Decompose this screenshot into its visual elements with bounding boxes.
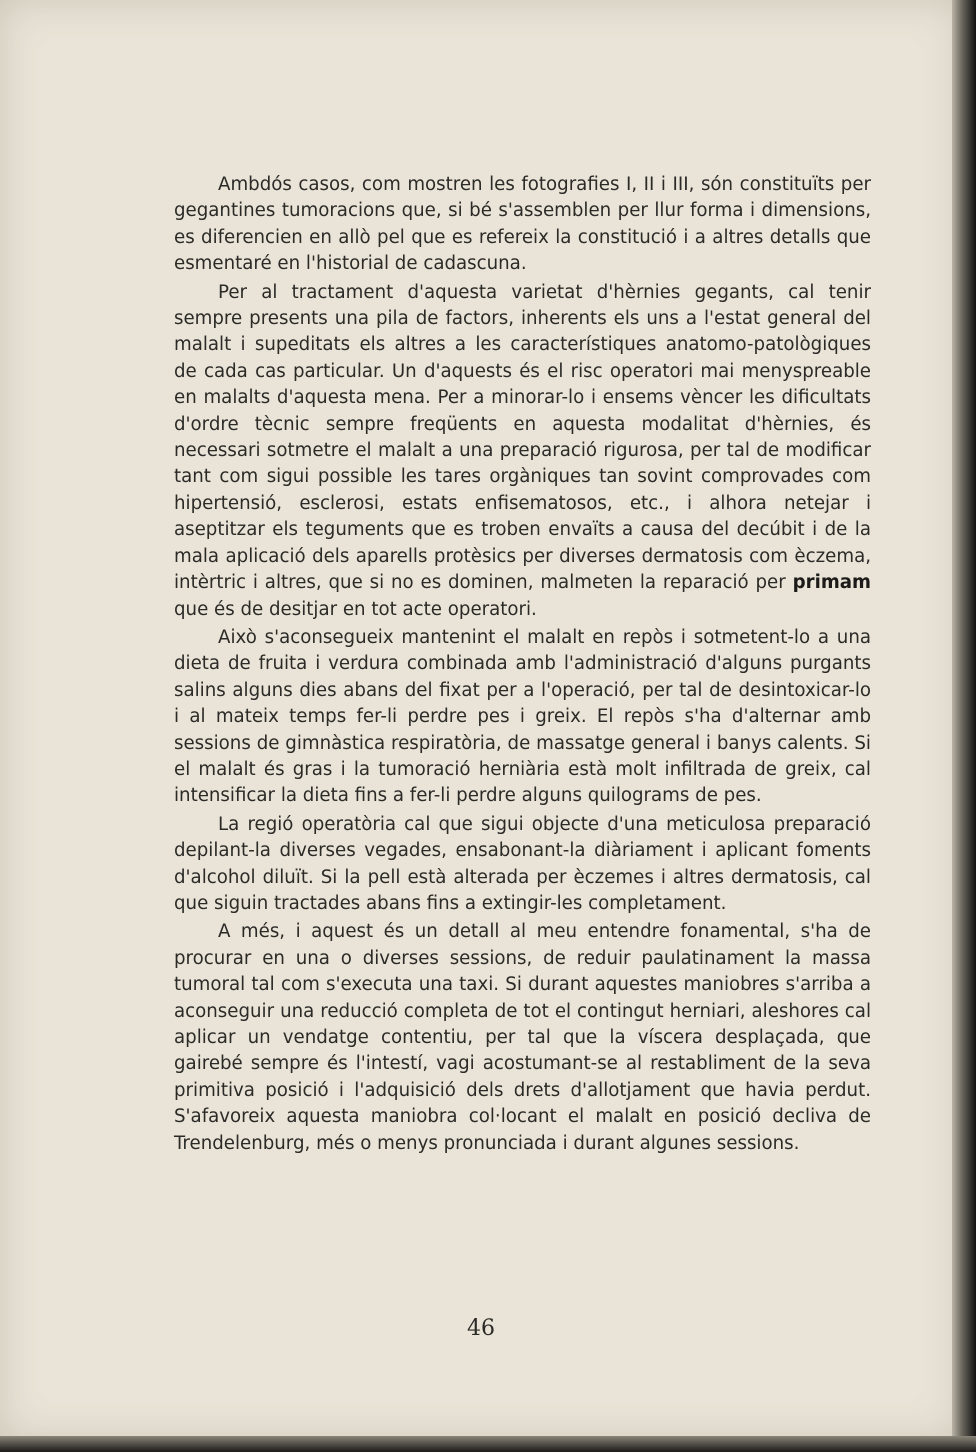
scan-right-edge xyxy=(952,0,976,1452)
emphasized-term: primam xyxy=(792,572,871,594)
paragraph-2-text-end: que és de desitjar en tot acte operatori. xyxy=(174,598,537,620)
paragraph-5: A més, i aquest és un detall al meu entendre fonamental, s'ha de procurar en una o diverses sessions, de reduir paulatinament la massa tumoral tal com s'executa una taxi. Si durant aquestes maniobres s'arriba a aconseguir una reducció completa de tot el contingut herniari, aleshores cal aplicar un vendatge contentiu, per tal que la víscera desplaçada, que gairebé sempre és l'intestí, vagi acostumant-se al restabliment de la seva primitiva posició i l'adquisició dels drets d'allotjament que havia perdut. S'afavoreix aquesta maniobra col·locant el malalt en posició decliva de Trendelenburg, més o menys pronunciada i durant algunes sessions. xyxy=(174,921,871,1154)
paragraph-2 xyxy=(174,280,871,623)
paragraph-4: La regió operatòria cal que sigui objecte d'una meticulosa preparació depilant-la diverses vegades, ensabonant-la diàriament i aplicant foments d'alcohol diluït. Si la pell està alterada per èczemes i altres dermatosis, cal que siguin tractades abans fins a extingir-les completament. xyxy=(174,813,871,914)
paragraph-2-text: Per al tractament d'aquesta varietat d'hèrnies gegants, cal tenir sempre presents una pila de factors, inherents els uns a l'estat general del malalt i supeditats els altres a les característiques anatomo-patològiques de cada cas particular. Un d'aquests és el risc operatori mai menyspreable en malalts d'aquesta mena. Per a minorar-lo i ensems vèncer les dificultats d'ordre tècnic sempre freqüents en aquesta modalitat d'hèrnies, és necessari sotmetre el malalt a una preparació rigurosa, per tal de modificar tant com sigui possible les tares orgàniques tan sovint comprovades com hipertensió, esclerosi, estats enfisematosos, etc., i alhora netejar i aseptitzar els teguments que es troben envaïts a causa del decúbit i de la mala aplicació dels aparells protèsics per diverses dermatosis com èczema, intèrtric i altres, que si no es dominen, malmeten la reparació per xyxy=(174,281,871,594)
paragraph-3: Això s'aconsegueix mantenint el malalt en repòs i sotmetent-lo a una dieta de fruita i verdura combinada amb l'administració d'alguns purgants salins alguns dies abans del fixat per a l'operació, per tal de desintoxicar-lo i al mateix temps fer-li perdre pes i greix. El repòs s'ha d'alternar amb sessions de gimnàstica respiratòria, de massatge general i banys calents. Si el malalt és gras i la tumoració herniària està molt infiltrada de greix, cal intensificar la dieta fins a fer-li perdre alguns quilograms de pes. xyxy=(174,626,871,807)
body-text xyxy=(174,172,871,1157)
page-number: 46 xyxy=(467,1316,495,1341)
paragraph-1: Ambdós casos, com mostren les fotografies I, II i III, són constituïts per gegantines tumoracions que, si bé s'assemblen per llur forma i dimensions, es diferencien en allò pel que es refereix la constitució i a altres detalls que esmentaré en l'historial de cadascuna. xyxy=(174,174,871,275)
scan-bottom-edge xyxy=(0,1436,976,1452)
